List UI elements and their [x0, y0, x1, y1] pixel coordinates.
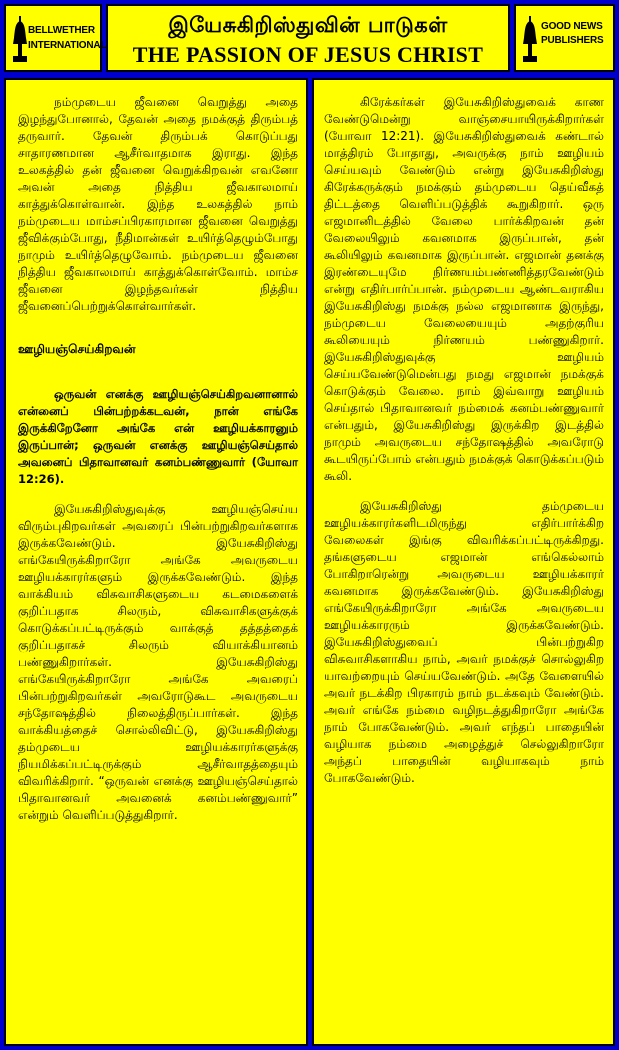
right-column: [312, 78, 615, 1046]
left-paragraph-2: இயேசுகிறிஸ்துவுக்கு ஊழியஞ்செய்ய விரும்புகிறவர்கள் அவரைப் பின்பற்றுகிறவர்களாக இருக்கவேண்டும். இயேசுகிறிஸ்து எங்கேயிருக்கிறாரோ அங்கே அவருடைய ஊழியக்காரர்களும் இருக்கவேண்டும். இந்த வாக்கியம் விசுவாசிகளுடைய கடமைகளைக் குறிப்பதாக சிலரும், விசுவாசிகளுக்குக் கொடுக்கப்பட்டிருக்கும் வாக்குத் தத்தத்தைக் குறிப்பதாகச் சிலரும் வியாக்கியானம் பண்ணுகிறார்கள். இயேசுகிறிஸ்து எங்கேயிருக்கிறாரோ அங்கே அவரைப் பின்பற்றுகிறவர்கள் அவரோடுகூட அவருடைய சந்தோஷத்தில் நிலைத்திருப்பார்கள். இந்த வாக்கியத்தைச் சொல்லிவிட்டு, இயேசுகிறிஸ்து தம்முடைய ஊழியக்காரர்களுக்கு நியமிக்கப்பட்டிருக்கும் ஆசீர்வாதத்தையும் விவரிக்கிறார். “ஒருவன் எனக்கு ஊழியஞ்செய்தால் பிதாவானவர் அவனைக் கனம்பண்ணுவார்” என்றும் வெளிப்படுத்துகிறார்.: [18, 502, 298, 822]
scripture-verse: ஒருவன் எனக்கு ஊழியஞ்செய்கிறவனானால் என்னைப் பின்பற்றக்கடவன், நான் எங்கே இருக்கிறேனோ அங்கே என் ஊழியக்காரனும் இருப்பான்; ஒருவன் எனக்கு ஊழியஞ்செய்தால் அவனைப் பிதாவானவர் கனம்பண்ணுவார் (யோவா 12:26).: [18, 387, 298, 486]
section-heading: ஊழியஞ்செய்கிறவன்: [18, 342, 136, 356]
right-paragraph-2: இயேசுகிறிஸ்து தம்முடைய ஊழியக்காரர்களிடமிருந்து எதிர்பார்க்கிற வேலைகள் இங்கு விவரிக்கப்பட்டிருக்கிறது. தங்களுடைய எஜமான் எங்கெல்லாம் போகிறாரென்று அவருடைய ஊழியக்காரர் கவனமாக இருக்கவேண்டும். இயேசுகிறிஸ்து எங்கேயிருக்கிறாரோ அங்கே அவருடைய ஊழியக்காரரும் இருக்கவேண்டும். இயேசுகிறிஸ்துவைப் பின்பற்றுகிற விசுவாசிகளாகிய நாம், அவர் நமக்குச் சொல்லுகிற யாவற்றையும் செய்யவேண்டும். அதே வேளையில் அவர் நடக்கிற பிரகாரம் நாம் நடக்கவும் வேண்டும். அவர் எங்கே நம்மை வழிநடத்துகிறாரோ அங்கே நாம் போகவேண்டும். அவர் எந்தப் பாதையின் வழியாக நம்மை அழைத்துச் செல்லுகிறாரோ அந்தப் பாதையின் வழியாகவும் நாம் போகவேண்டும்.: [324, 499, 604, 785]
left-logo-line2: INTERNATIONAL: [28, 40, 107, 51]
left-publisher-logo: [4, 4, 107, 72]
title-banner: [106, 4, 510, 72]
bell-icon: [12, 16, 28, 68]
bell-icon: [522, 16, 538, 68]
title-tamil: இயேசுகிறிஸ்துவின் பாடுகள்: [168, 13, 448, 37]
right-logo-line2: PUBLISHERS: [541, 35, 604, 46]
left-column: [4, 78, 308, 1046]
right-logo-line1: GOOD NEWS: [541, 21, 603, 32]
title-english: THE PASSION OF JESUS CHRIST: [132, 42, 484, 67]
right-paragraph-1: கிரேக்கர்கள் இயேசுகிறிஸ்துவைக் காண வேண்டுமென்று வாஞ்சையாயிருக்கிறார்கள் (யோவா 12:21). இயேசுகிறிஸ்துவைக் கண்டால் மாத்திரம் போதாது, அவருக்கு நாம் ஊழியம் செய்யவும் வேண்டும் என்று இயேசுகிறிஸ்து கிரேக்கருக்கும் நமக்கும் தம்முடைய தெய்வீகத் திட்டத்தை வெளிப்படுத்திக் கூறுகிறார். ஒரு எஜமானிடத்தில் வேலை பார்க்கிறவன் தன் வேலையிலும் கவனமாக இருப்பான், தன் கூலியிலும் கவனமாக இருப்பான். எஜமான் தனக்கு இரண்டையுமே நிர்ணயம்பண்ணித்தரவேண்டும் என்று எதிர்பார்ப்பான். நம்முடைய ஆண்டவராகிய இயேசுகிறிஸ்து நமக்கு நல்ல எஜமானாக இருந்து, நம்முடைய வேலையையும் அதற்குரிய கூலியையும் நிர்ணயம் பண்ணுகிறார். இயேசுகிறிஸ்துவுக்கு ஊழியம் செய்யவேண்டுமென்பது நமது எஜமான் நமக்குக் கொடுக்கும் வேலை. நாம் இவ்வாறு ஊழியம் செய்தால் பிதாவானவர் நம்மைக் கனம்பண்ணுவார் என்பதும், இயேசுகிறிஸ்து இருக்கிற இடத்தில் நாமும் அவருடைய சந்தோஷத்தில் அவரோடு கூடயிருப்போம் என்பதும் நமக்குக் கொடுக்கப்படும் கூலி.: [324, 95, 604, 483]
left-paragraph-1: நம்முடைய ஜீவனை வெறுத்து அதை இழந்துபோனால், தேவன் அதை நமக்குத் திரும்பத் தருவார். தேவன் திரும்பக் கொடுப்பது சாதாரணமான ஆசீர்வாதமாக இராது. இந்த உலகத்தில் தன் ஜீவனை வெறுக்கிறவன் எவனோ அவன் அதை நித்திய ஜீவகாலமாய் காத்துக்கொள்வான். இந்த உலகத்தில் நாம் நம்முடைய மாம்சப்பிரகாரமான ஜீவனை வெறுத்து ஜீவிக்கும்போது, நீதிமான்கள் உயிர்த்தெழும்போது நாமும் உயிர்த்தெழுவோம். நம்முடைய ஜீவனை நித்திய ஜீவகாலமாய் காத்துக்கொள்வோம். மாம்ச ஜீவனை இழந்தவர்கள் நித்திய ஜீவனைப்பெற்றுக்கொள்வார்கள்.: [18, 95, 298, 313]
left-logo-line1: BELLWETHER: [28, 25, 95, 36]
right-publisher-logo: [514, 4, 615, 72]
